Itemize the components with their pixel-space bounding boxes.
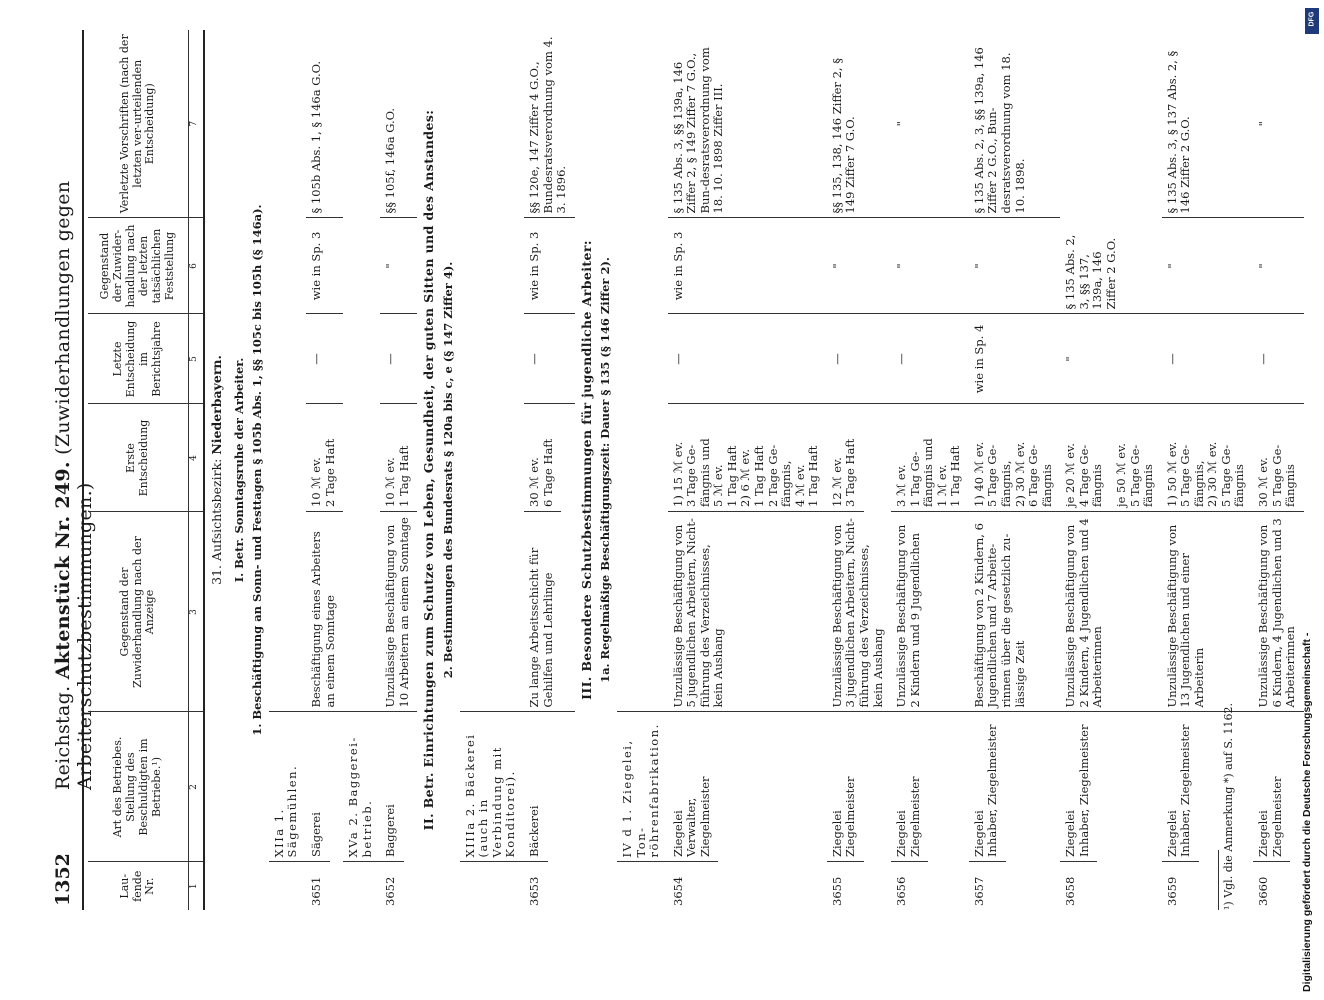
row-betrieb: Ziegelei Inhaber, Ziegelmeister [1162, 713, 1199, 863]
row-betrieb: Ziegelei Inhaber, Ziegelmeister [1060, 713, 1097, 863]
footnote-text: ¹) Vgl. die Anmerkung *) auf S. 1162. [1222, 703, 1235, 910]
row-vorschriften: § 135 Abs. 2, 3, §§ 139a, 146 Ziffer 2 G.O., Bun-desratsverordnung vom 18. 10. 1898. [969, 30, 1060, 218]
column-header: Gegenstand der Zuwiderhandlung nach der Anzeige [88, 512, 189, 712]
column-header: Gegenstand der Zuwider-handlung nach der letzten tatsächlichen Feststellung [88, 218, 189, 314]
row-number: 3658 [1063, 876, 1078, 906]
row-erste: 30 ℳ ev. 5 Tage Ge- fängnis [1253, 405, 1304, 513]
group-label-row: XIIa 1. Sägemühlen. [269, 30, 306, 910]
column-number: 5 [189, 314, 205, 404]
column-header: Erste Entscheidung [88, 404, 189, 512]
row-betrieb: Ziegelei Ziegelmeister [827, 713, 864, 863]
page-header [48, 30, 97, 910]
row-vorschriften: " [891, 30, 969, 218]
row-erste: 10 ℳ ev. 1 Tag Haft [380, 405, 417, 513]
group-label-row: XVa 2. Baggerei-betrieb. [343, 30, 380, 910]
table-row [1162, 30, 1253, 910]
column-number: 4 [189, 404, 205, 512]
row-gegenstand: " [827, 218, 891, 314]
row-gegenstand: " [1060, 314, 1161, 404]
row-vorschriften: § 135 Abs. 2, 3, §§ 137, 139a, 146 Ziffer 2 G.O. [1060, 218, 1161, 314]
column-number: 7 [189, 30, 205, 218]
column-number: 6 [189, 218, 205, 314]
row-letzte: — [524, 314, 575, 404]
group-label-row: IV d 1. Ziegelei, Ton-röhrenfabrikation. [617, 30, 668, 910]
group-label-row: XIIIa 2. Bäckerei (auch in Verbindung mit Konditorei). [460, 30, 524, 910]
row-vorschriften: § 105b Abs. 1, § 146a G.O. [306, 30, 343, 218]
row-erste: je 20 ℳ ev. 4 Tage Ge- fängnis [1060, 405, 1111, 513]
row-letzte: je 50 ℳ ev. 5 Tage Ge- fängnis [1111, 405, 1162, 513]
row-number: 3659 [1164, 876, 1179, 906]
column-header: Verletzte Vorschriften (nach der letzten ver-urteilenden Entscheidung) [88, 30, 189, 218]
row-letzte: — [827, 314, 891, 404]
section-heading: I. Betr. Sonntagsruhe der Arbeiter. [231, 357, 246, 583]
row-erste: 10 ℳ ev. 2 Tage Haft [306, 405, 343, 513]
row-number: 3656 [894, 876, 909, 906]
column-header: Lau-fende Nr. [88, 862, 189, 910]
digitization-credit: Digitalisierung gefördert durch die Deutsche Forschungsgemeinschaft - [1301, 632, 1313, 992]
row-anzeige: Unzulässige Beschäftigung von 5 jugendlichen Arbeitern, Nicht-führung des Verzeichnisses, kein Aushang [668, 512, 827, 712]
row-number: 3657 [971, 876, 986, 906]
table-row [827, 30, 891, 910]
row-letzte: — [891, 314, 969, 404]
row-gegenstand: " [969, 218, 1060, 314]
row-erste: 3 ℳ ev. 1 Tag Ge- fängnis und 1 ℳ ev. 1 Tag Haft [891, 405, 969, 513]
column-number: 1 [189, 862, 205, 910]
row-erste: 1) 40 ℳ ev. 5 Tage Ge- fängnis, 2) 30 ℳ ev. 6 Tage Ge- fängnis [969, 405, 1060, 513]
row-anzeige: Unzulässige Beschäftigung von 13 Jugendlichen und einer Arbeiterin [1162, 512, 1253, 712]
table-row [1253, 30, 1304, 910]
row-number: 3654 [670, 876, 685, 906]
section-heading: III. Besondere Schutzbestimmungen für jugendliche Arbeiter: [578, 240, 594, 700]
row-betrieb: Bäckerei [524, 713, 548, 863]
violations-table [88, 30, 1304, 910]
table-row [668, 30, 827, 910]
footnote [1218, 30, 1236, 910]
row-number: 3652 [383, 876, 398, 906]
table-row [306, 30, 343, 910]
table-row [380, 30, 417, 910]
row-letzte: — [306, 314, 343, 404]
row-gegenstand: wie in Sp. 3 [306, 218, 343, 314]
table-row [969, 30, 1060, 910]
row-vorschriften: " [1253, 30, 1304, 218]
row-letzte: — [380, 314, 417, 404]
row-anzeige: Unzulässige Beschäftigung von 10 Arbeitern an einem Sonntage [380, 512, 417, 712]
row-vorschriften: §§ 105f, 146a G.O. [380, 30, 417, 218]
subsection-heading: 1a. Regelmäßige Beschäftigungszeit: Dauer § 135 (§ 146 Ziffer 2). [598, 257, 613, 683]
section-heading: II. Betr. Einrichtungen zum Schutze von Leben, Gesundheit, der guten Sitten und des Anstandes: [421, 109, 437, 831]
page-title: Reichstag. Aktenstück Nr. 249. (Zuwiderhandlungen gegen Arbeiterschutzbestimmungen.) [52, 180, 97, 790]
row-gegenstand: wie in Sp. 3 [524, 218, 575, 314]
row-number: 3655 [829, 876, 844, 906]
column-number: 2 [189, 712, 205, 862]
row-letzte: wie in Sp. 4 [969, 314, 1060, 404]
row-vorschriften: §§ 135, 138, 146 Ziffer 2, § 149 Ziffer 7 G.O. [827, 30, 891, 218]
column-header: Art des Betriebes. Stellung des Beschuldigten im Betriebe.¹) [88, 712, 189, 862]
row-betrieb: Ziegelei Ziegelmeister [891, 713, 928, 863]
table-row [524, 30, 575, 910]
row-number: 3660 [1256, 876, 1270, 906]
row-betrieb: Baggerei [380, 713, 404, 863]
row-letzte: — [1253, 314, 1304, 404]
row-anzeige: Unzulässige Beschäftigung von 2 Kindern, 4 Jugendlichen und 4 Arbeiterinnen [1060, 512, 1161, 712]
subsection-heading: 2. Bestimmungen des Bundesrats § 120a bis c, e (§ 147 Ziffer 4). [441, 261, 456, 679]
row-anzeige: Unzulässige Beschäftigung von 3 jugendlichen Arbeitern, Nicht-führung des Verzeichnisses, kein Aushang [827, 512, 891, 712]
row-anzeige: Beschäftigung von 2 Kindern, 6 Jugendlichen und 7 Arbeite-rinnen über die gesetzlich zu-lässige Zeit [969, 512, 1060, 712]
table-row [891, 30, 969, 910]
document-page [48, 30, 1298, 910]
row-anzeige: Unzulässige Beschäftigung von 2 Kindern und 9 Jugendlichen [891, 512, 969, 712]
row-gegenstand: wie in Sp. 3 [668, 218, 827, 314]
row-vorschriften: § 135 Abs. 3, § 137 Abs. 2, § 146 Ziffer 2 G.O. [1162, 30, 1253, 218]
row-number: 3651 [309, 876, 323, 906]
column-number-row [189, 30, 205, 910]
row-number: 3653 [526, 876, 541, 906]
row-letzte: — [1162, 314, 1253, 404]
district-heading: 31. Aufsichtsbezirk: Niederbayern. [209, 355, 224, 585]
dfg-logo: DFG [1305, 8, 1319, 34]
row-gegenstand: " [1162, 218, 1253, 314]
row-anzeige: Beschäftigung eines Arbeiters an einem Sonntage [306, 512, 343, 712]
table-row [1060, 30, 1161, 910]
row-gegenstand: " [1253, 218, 1304, 314]
row-anzeige: Unzulässige Beschäftigung von 6 Kindern, 4 Jugendlichen und 3 Arbeiterinnen [1253, 512, 1304, 712]
row-vorschriften: § 135 Abs. 3, §§ 139a, 146 Ziffer 2, § 149 Ziffer 7 G.O., Bun-desratsverordnung vom 18. 10. 1898 Ziffer III. [668, 30, 827, 218]
row-anzeige: Zu lange Arbeitsschicht für Gehilfen und Lehrlinge [524, 512, 575, 712]
footnote-rule [1218, 850, 1219, 910]
column-number: 3 [189, 512, 205, 712]
page-number: 1352 [52, 853, 74, 906]
row-letzte: — [668, 314, 827, 404]
row-betrieb: Sägerei [306, 713, 330, 863]
subsection-heading: 1. Beschäftigung an Sonn- und Festtagen § 105b Abs. 1, §§ 105c bis 105h (§ 146a). [250, 204, 265, 736]
row-erste: 12 ℳ ev. 3 Tage Haft [827, 405, 864, 513]
row-erste: 1) 50 ℳ ev. 5 Tage Ge- fängnis, 2) 30 ℳ ev. 5 Tage Ge- fängnis [1162, 405, 1253, 513]
row-vorschriften: §§ 120e, 147 Ziffer 4 G.O., Bundesratsverordnung vom 4. 3. 1896. [524, 30, 575, 218]
row-betrieb: Ziegelei Ziegelmeister [1253, 713, 1290, 863]
row-gegenstand: " [891, 218, 969, 314]
row-erste: 1) 15 ℳ ev. 3 Tage Ge- fängnis und 5 ℳ ev. 1 Tag Haft 2) 6 ℳ ev. 1 Tag Haft 2 Tage Ge- fängnis, 4 ℳ ev. 1 Tag Haft [668, 405, 827, 513]
row-erste: 30 ℳ ev. 6 Tage Haft [524, 405, 561, 513]
table-header-row [88, 30, 189, 910]
row-betrieb: Ziegelei Inhaber, Ziegelmeister [969, 713, 1006, 863]
row-betrieb: Ziegelei Verwalter, Ziegelmeister [668, 713, 719, 863]
column-header: Letzte Entscheidung im Berichtsjahre [88, 314, 189, 404]
row-gegenstand: " [380, 218, 417, 314]
